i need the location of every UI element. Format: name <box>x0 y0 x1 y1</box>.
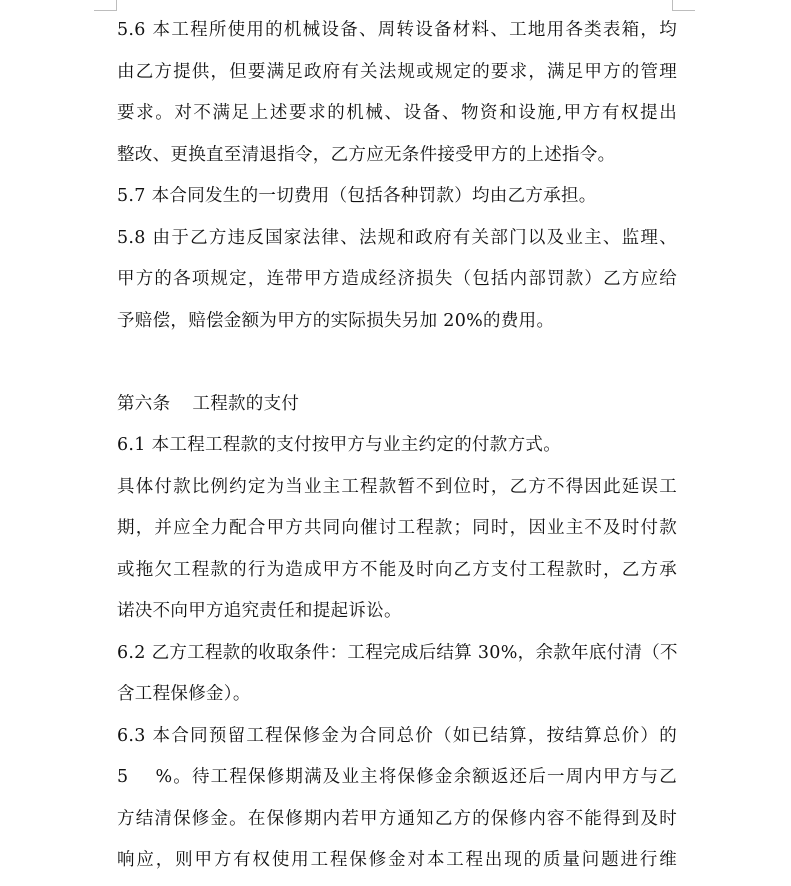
clause-5-6-line-1: 5.6 本工程所使用的机械设备、周转设备材料、工地用各类表箱，均 <box>117 20 677 40</box>
clause-6-2-line-1: 6.2 乙方工程款的收取条件：工程完成后结算 30%，余款年底付清（不 <box>117 642 678 663</box>
clause-6-1-line-5: 诺决不向甲方追究责任和提起诉讼。 <box>117 601 402 621</box>
clause-6-3-line-2: 5 %。待工程保修期满及业主将保修金余额返还后一周内甲方与乙 <box>117 767 677 787</box>
clause-5-7-line-1: 5.7 本合同发生的一切费用（包括各种罚款）均由乙方承担。 <box>117 186 597 206</box>
clause-6-1-line-1: 6.1 本工程工程款的支付按甲方与业主约定的付款方式。 <box>117 435 561 455</box>
section-six-heading <box>117 388 677 430</box>
paragraph-spacer <box>117 346 677 388</box>
clause-6-1-line-3: 期，并应全力配合甲方共同向催讨工程款；同时，因业主不及时付款 <box>117 518 677 538</box>
document-body <box>117 14 677 886</box>
clause-5-8-line-2: 甲方的各项规定，连带甲方造成经济损失（包括内部罚款）乙方应给 <box>117 269 677 289</box>
section-six-title: 工程款的支付 <box>192 393 300 414</box>
clause-5-6-line-3: 要求。对不满足上述要求的机械、设备、物资和设施,甲方有权提出 <box>117 103 677 123</box>
clause-6-3-line-3: 方结清保修金。在保修期内若甲方通知乙方的保修内容不能得到及时 <box>117 808 677 829</box>
section-six-article: 第六条 <box>117 393 171 414</box>
page-corner-mark-left <box>94 0 117 11</box>
clause-6-1-line-4: 或拖欠工程款的行为造成甲方不能及时向乙方支付工程款时，乙方承 <box>117 559 677 580</box>
clause-6-2-line-2: 含工程保修金）。 <box>117 684 251 704</box>
clause-5-6-line-2: 由乙方提供，但要满足政府有关法规或规定的要求，满足甲方的管理 <box>117 61 677 82</box>
clause-6-1-line-2: 具体付款比例约定为当业主工程款暂不到位时，乙方不得因此延误工 <box>117 476 677 497</box>
clause-6-3-line-4: 响应，则甲方有权使用工程保修金对本工程出现的质量问题进行维 <box>117 850 677 870</box>
clause-5-8-line-3: 予赔偿，赔偿金额为甲方的实际损失另加 20%的费用。 <box>117 310 555 331</box>
page-corner-mark-right <box>672 0 695 11</box>
clause-5-6-line-4: 整改、更换直至清退指令，乙方应无条件接受甲方的上述指令。 <box>117 144 616 165</box>
clause-5-8-line-1: 5.8 由于乙方违反国家法律、法规和政府有关部门以及业主、监理、 <box>117 227 677 248</box>
clause-6-3-line-1: 6.3 本合同预留工程保修金为合同总价（如已结算，按结算总价）的 <box>117 725 677 746</box>
